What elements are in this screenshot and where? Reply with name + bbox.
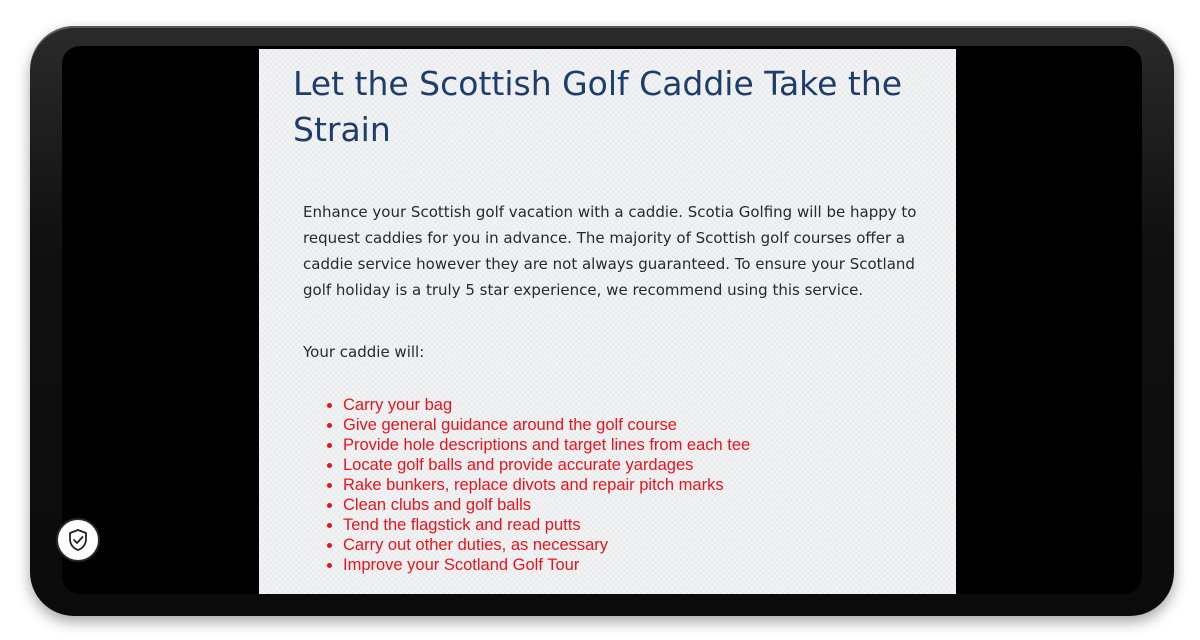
page-title: Let the Scottish Golf Caddie Take the Strain <box>293 64 903 149</box>
duty-item: • Tend the flagstick and read putts <box>343 515 903 535</box>
duty-item: • Give general guidance around the golf course <box>343 415 903 435</box>
duty-item: • Clean clubs and golf balls <box>343 495 903 515</box>
web-page[interactable] <box>259 49 956 594</box>
shield-check-icon <box>67 528 89 552</box>
duty-item: • Rake bunkers, replace divots and repair pitch marks <box>343 475 903 495</box>
device-screen <box>62 46 1142 594</box>
duty-item: • Carry your bag <box>343 395 903 415</box>
intro-paragraph: Enhance your Scottish golf vacation with a caddie. Scotia Golfing will be happy to request caddies for you in advance. The majority of Scottish golf courses offer a caddie service however they are not always guaranteed. To ensure your Scotland golf holiday is a truly 5 star experience, we recommend using this service. <box>303 203 917 299</box>
duty-item: • Improve your Scotland Golf Tour <box>343 555 903 575</box>
caddie-duties-heading: Your caddie will: <box>303 343 425 361</box>
duty-item: • Carry out other duties, as necessary <box>343 535 903 555</box>
caddie-duties-list <box>323 395 903 575</box>
duty-item: • Provide hole descriptions and target lines from each tee <box>343 435 903 455</box>
device-frame <box>30 26 1174 616</box>
privacy-shield-button[interactable] <box>56 518 100 562</box>
duty-item: • Locate golf balls and provide accurate yardages <box>343 455 903 475</box>
